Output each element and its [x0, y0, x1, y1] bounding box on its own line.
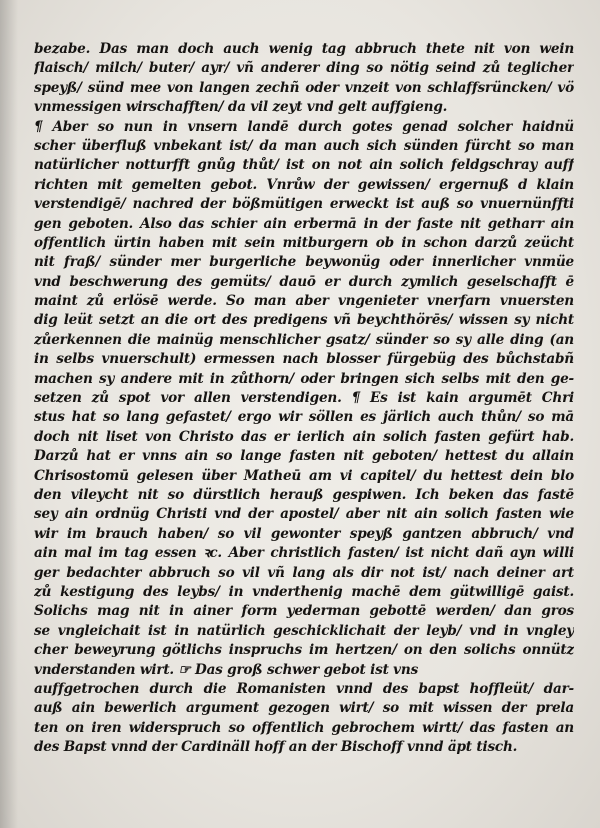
- text-line: setzen zů spot vor allen verstendigen. ¶ Es ist kain argumēt Chri: [34, 390, 574, 407]
- text-line: auffgetrochen durch die Romanisten vnnd des bapst hoffleüt/ dar-: [34, 680, 574, 697]
- text-line: doch nit liset von Christo das er ierlich ain solich fasten gefürt hab.: [34, 428, 574, 445]
- text-line: den vileycht nit so dürstlich herauß gespiwen. Ich beken das fastē: [34, 486, 574, 503]
- text-line: Darzů hat er vnns ain so lange fasten nit geboten/ hettest du allain: [34, 448, 574, 465]
- text-line: speyß/ sünd mee von langen zechñ oder vnzeit von schlaffsrüncken/ vö: [34, 79, 574, 96]
- text-line: cher beweyrung götlichs inspruchs im hertzen/ on den solichs onnütz: [34, 642, 574, 659]
- text-line: zů kestigung des leybs/ in vnderthenig machē dem gütwilligē gaist.: [34, 583, 574, 600]
- text-line: Solichs mag nit in ainer form yederman gebottē werden/ dan gros: [34, 603, 574, 620]
- text-line: nit fraß/ sünder mer burgerliche beywonüg oder innerlicher vnmüe: [34, 254, 574, 271]
- text-line: zůerkennen die mainüg menschlicher gsatz/ sünder so sy alle ding (an: [34, 331, 574, 348]
- text-block: [34, 40, 574, 757]
- text-line: offentlich ürtin haben mit sein mitburgern ob in schon darzů zeücht: [34, 234, 574, 251]
- text-line: ain mal im tag essen ꝛc. Aber christlich fasten/ ist nicht dañ ayn willi: [34, 545, 574, 562]
- text-line: stus hat so lang gefastet/ ergo wir söllen es järlich auch thůn/ so mā: [34, 409, 574, 426]
- text-line: wir im brauch haben/ so vil gewonter speyß gantzen abbruch/ vnd: [34, 525, 574, 542]
- text-line: se vngleichait ist in natürlich geschicklichait der leyb/ vnd in vngley: [34, 622, 574, 639]
- text-line: richten mit gemelten gebot. Vnrůw der gewissen/ ergernuß d klain: [34, 176, 574, 193]
- text-line: auß ain bewerlich argument gezogen wirt/ so mit wissen der prela: [34, 700, 574, 717]
- text-line: maint zů erlösē werde. So man aber vngenieter vnerfarn vnuersten: [34, 293, 574, 310]
- text-line: sey ain ordnüg Christi vnd der apostel/ aber nit ain solich fasten wie: [34, 506, 574, 523]
- text-line: flaisch/ milch/ buter/ ayr/ vñ anderer ding so nötig seind zů teglicher: [34, 60, 574, 77]
- text-line: dig leüt setzt an die ort des predigens vñ beychthörēs/ wissen sy nicht: [34, 312, 574, 329]
- text-line: vnderstanden wirt. ☞ Das groß schwer gebot ist vns: [34, 661, 419, 678]
- text-line: gen geboten. Also das schier ain erbermā in der faste nit getharr ain: [34, 215, 574, 232]
- text-line: ¶ Aber so nun in vnsern landē durch gotes genad solcher haidnü: [34, 118, 574, 135]
- text-line: vnmessigen wirschafften/ da vil zeyt vnd gelt auffgieng.: [34, 99, 448, 116]
- text-line: verstendigē/ nachred der bößmütigen erweckt ist auß so vnuernünffti: [34, 196, 574, 213]
- text-line: des Bapst vnnd der Cardinäll hoff an der Bischoff vnnd äpt tisch.: [34, 739, 518, 756]
- text-line: vnd beschwerung des gemüts/ dauō er durch zymlich geselschafft ē: [34, 273, 574, 290]
- text-line: Chrisostomū gelesen über Matheū am vi capitel/ du hettest dein blo: [34, 467, 574, 484]
- text-line: ten on iren widerspruch so offentlich gebrochem wirtt/ das fasten an: [34, 719, 574, 736]
- text-line: in selbs vnuerschult) ermessen nach blosser fürgebüg des bůchstabñ: [34, 351, 574, 368]
- text-line: machen sy andere mit in zůthorn/ oder bringen sich selbs mit den ge-: [34, 370, 574, 387]
- text-line: bezabe. Das man doch auch wenig tag abbruch thete nit von wein: [34, 41, 574, 57]
- text-line: ger bedachter abbruch so vil vñ lang als dir not ist/ nach deiner art: [34, 564, 574, 581]
- text-line: scher überfluß vnbekant ist/ da man auch sich sünden fürcht so man: [34, 137, 574, 154]
- text-line: natürlicher notturfft gnůg thůt/ ist on not ain solich feldgschray auff: [34, 157, 574, 174]
